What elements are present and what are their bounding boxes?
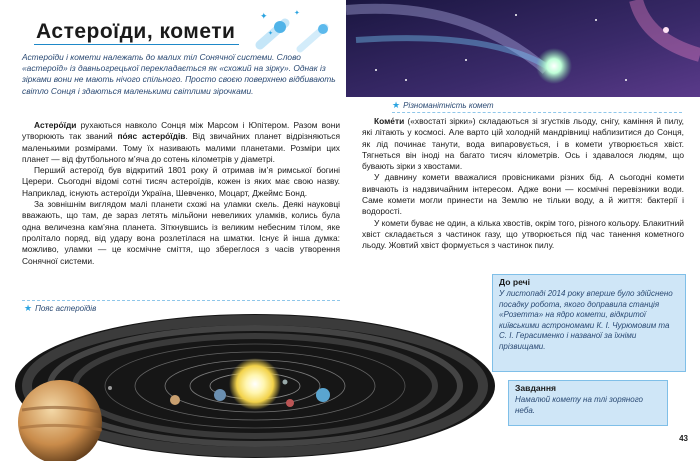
term-comets: Коме́ти — [374, 116, 405, 126]
term-asteroid-belt: по́яс астеро́їдів — [117, 131, 186, 142]
title-underline — [34, 44, 239, 45]
paragraph: У комети буває не один, а кілька хвостів, окрім того, різного кольору. Блакитний хвіст складається з частинок газу, що утворюється під час танення кометного льоду. Жовтий хвіст формується з частинок пилу. — [362, 217, 684, 251]
paragraph: У давнину комети вважалися провісниками різних бід. А сьогодні комети вивчають із надзвичайним інтересом. Адже вони — космічні перевізники води. Саме комети могли принести на Землю не тільки воду, а й життя: бактерії і водорості. — [362, 172, 684, 217]
figure-caption-comets: ★ Різноманітність комет — [392, 100, 494, 110]
svg-text:✦: ✦ — [268, 31, 274, 37]
star-bullet-icon: ★ — [24, 303, 33, 313]
decorative-comets-icon — [230, 5, 340, 55]
svg-text:✦: ✦ — [260, 11, 268, 21]
fact-box — [492, 274, 686, 372]
intro-text: Астероїди і комети належать до малих тіл Сонячної системи. Слово «астероїд» із давньогрецької перекладається як «схожий на зірку». Однак із зірками вони не мають нічого спільного. Просто своєю поверхнею відбивають світло Сонця і здаються маленькими світлими зірочками. — [22, 52, 336, 96]
paragraph: Астеро́їди рухаються навколо Сонця між Марсом і Юпітером. Разом вони утворюють так званий по́яс астеро́їдів. Від звичайних планет відрізняються маленькими розмірами. Тому їх називають малими планетами. Розміри цих планет — від футбольного м’яча до сотень кілометрів у діаметрі. — [22, 120, 341, 164]
page-number: 43 — [679, 434, 688, 443]
task-box — [508, 380, 668, 426]
paragraph: Коме́ти («хвостаті зірки») складаються зі згустків льоду, снігу, каміння й пилу, які літають у космосі. Але варто цій холодній мандрівниці наблизитися до Сонця, як лід починає танути, вода випаровується, і в комети утворюється хвіст. Тягнеться він іноді на багато тисяч кілометрів. Ось і здавалося людям, що бувають зірки з хвостами. — [362, 116, 684, 172]
star-bullet-icon: ★ — [392, 100, 401, 110]
comet-photo — [346, 0, 700, 97]
task-box-text: Намалюй комету на тлі зоряного неба. — [515, 395, 643, 415]
comets-text — [362, 116, 684, 252]
svg-text:✦: ✦ — [294, 10, 300, 17]
divider — [392, 112, 682, 113]
figure-caption-belt: ★ Пояс астероїдів — [24, 303, 97, 313]
asteroids-text — [22, 120, 340, 267]
fact-box-header: До речі — [499, 277, 531, 287]
term-asteroids: Астеро́їди — [34, 120, 77, 130]
page-title: Астероїди, комети — [36, 20, 236, 43]
solar-system-illustration — [0, 300, 498, 461]
fact-box-text: У листопаді 2014 року вперше було здійснено посадку робота, якого доправила станція «Розетта» на ядро комети, відкритої київськими астрономами К. І. Чурюмовим та С. І. Герасименко і названої за їхніми прізвищами. — [499, 289, 673, 351]
paragraph: За зовнішнім виглядом малі планети схожі на уламки скель. Деякі науковці вважають, що там, де зараз летять мільйони невеликих уламків, колись була одна величезна кам’яна планета. Зіткнувшись із великим небесним тілом, яке пролітало поряд, від удару вона розлетілася на шматки. Існує й інша думка: можливо, уламки — це космічне сміття, що збереглося з часів утворення Сонячної системи. — [22, 199, 340, 266]
task-box-header: Завдання — [515, 383, 557, 393]
paragraph: Перший астероїд був відкритий 1801 року й отримав ім’я римської богині Церери. Сьогодні відомі сотні тисяч астероїдів, кожен із яких має свою назву. Наприклад, існують астероїди Україна, Шевченко, Моцарт, Джеймс Бонд. — [22, 165, 340, 198]
